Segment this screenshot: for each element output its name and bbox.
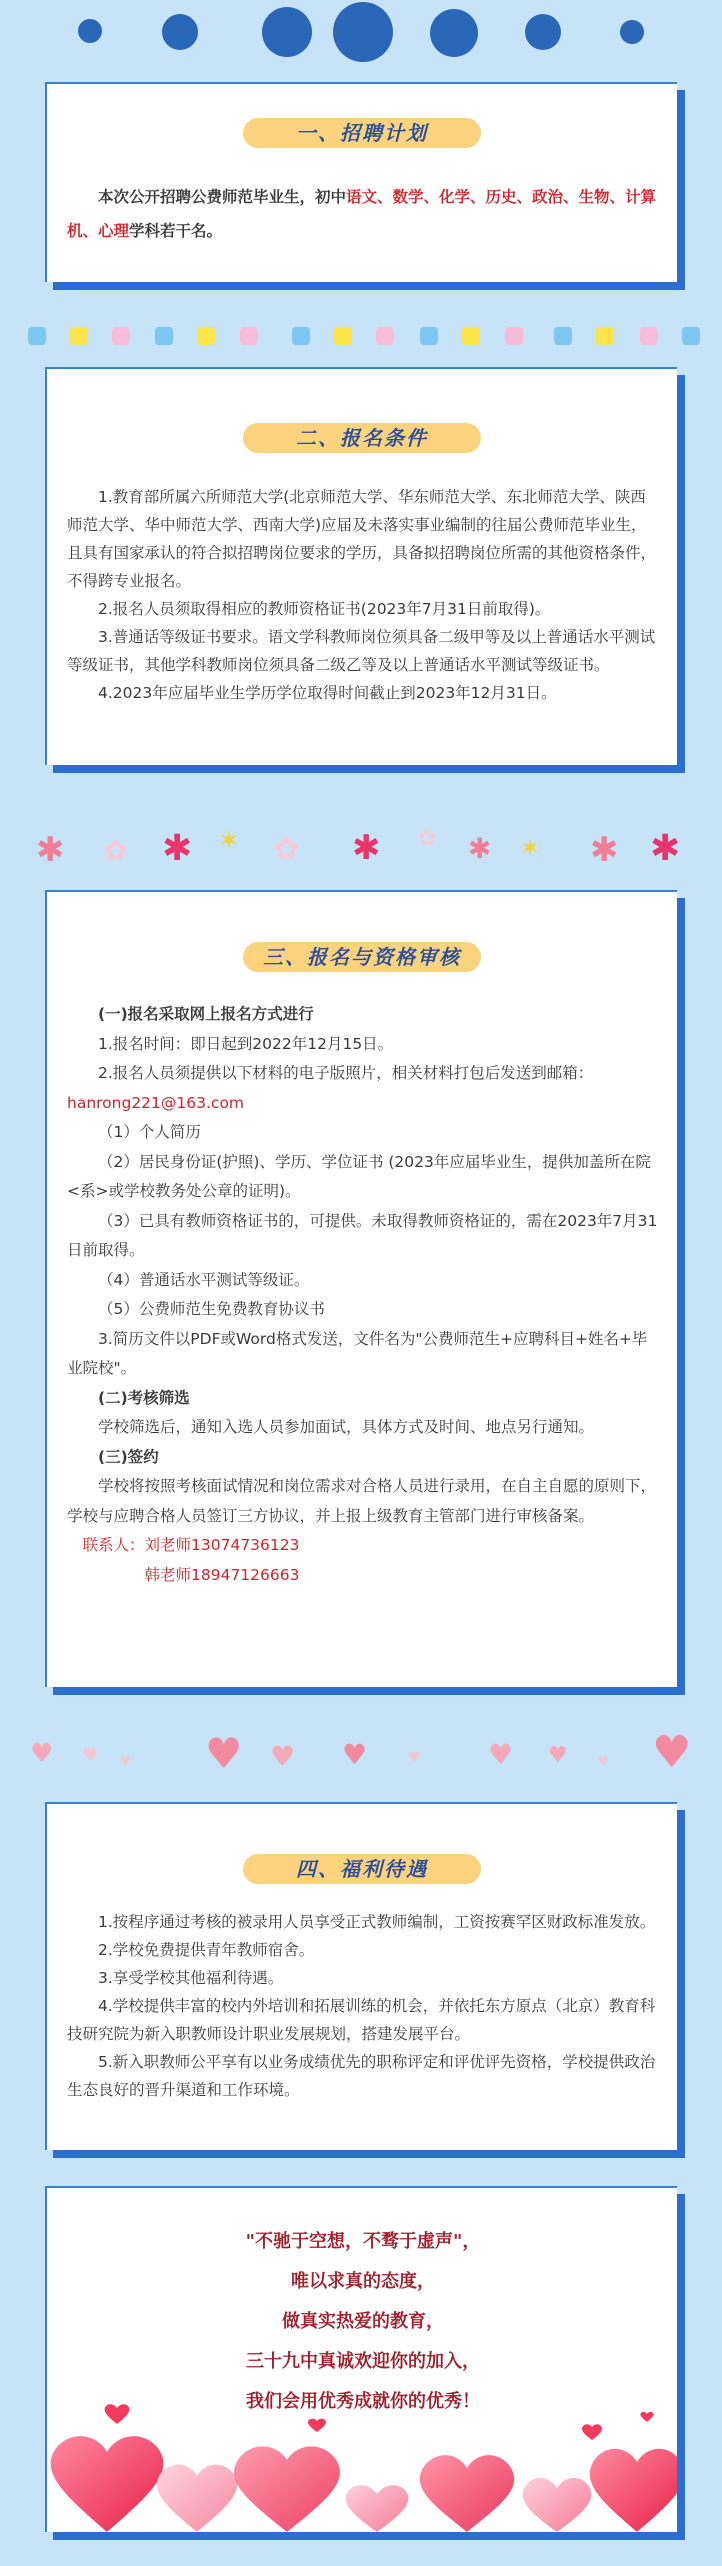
star-icon — [462, 327, 480, 345]
divider-icons — [0, 322, 722, 350]
screening-text: 学校筛选后，通知入选人员参加面试，具体方式及时间、地点另行通知。 — [98, 1418, 595, 1436]
heart-icon: ♥ — [408, 1750, 421, 1766]
flower-icon — [505, 327, 523, 345]
flower-icon: ✿ — [418, 826, 437, 851]
star-icon: ✶ — [218, 826, 240, 856]
closing-line: 唯以求真的态度， — [291, 2271, 435, 2292]
top-decoration — [0, 0, 722, 70]
heart-icon — [640, 2412, 653, 2422]
signing-text: 学校将按照考核面试情况和岗位需求对合格人员进行录用，在自主自愿的原则下，学校与应聘合格人员签订三方协议，并上报上级教育主管部门进行审核备案。 — [67, 1477, 657, 1525]
contact-line — [67, 1561, 659, 1591]
cloud-icon — [682, 327, 700, 345]
cloud-icon — [554, 327, 572, 345]
closing-line: 我们会用优秀成就你的优秀！ — [246, 2391, 480, 2412]
material-item: （2）居民身份证(护照)、学历、学位证书 (2023年应届毕业生，提供加盖所在院<系>或学校教务处公章的证明)。 — [67, 1152, 651, 1200]
recruitment-plan-text: 本次公开招聘公费师范毕业生，初中语文、数学、化学、历史、政治、生物、计算机、心理学科若干名。 — [67, 188, 657, 240]
materials-intro: 2.报名人员须提供以下材料的电子版照片，相关材料打包后发送到邮箱：hanrong221@163.com — [67, 1064, 594, 1112]
material-item: （1）个人简历 — [98, 1123, 201, 1141]
star-icon: ✶ — [520, 834, 541, 862]
eligibility-text — [67, 483, 659, 707]
divider-flowers — [0, 820, 722, 880]
circle-decoration-icon — [430, 9, 478, 57]
heart-icon — [105, 2404, 130, 2424]
flower-icon: ✱ — [352, 828, 381, 868]
hearts-illustration — [47, 2402, 677, 2532]
star-icon — [70, 327, 88, 345]
email-link[interactable]: hanrong221@163.com — [67, 1093, 245, 1112]
cloud-icon — [292, 327, 310, 345]
eligibility-item: 4.2023年应届毕业生学历学位取得时间截止到2023年12月31日。 — [98, 684, 557, 702]
benefit-item: 3.享受学校其他福利待遇。 — [98, 1969, 284, 1987]
divider-hearts — [0, 1725, 722, 1785]
cloud-icon — [155, 327, 173, 345]
section-registration — [45, 890, 677, 1687]
heart-icon — [234, 2446, 340, 2532]
contact-line: 联系人：刘老师13074736123 — [82, 1536, 300, 1554]
flower-icon: ✱ — [650, 828, 681, 869]
heart-icon: ♥ — [342, 1738, 368, 1771]
flower-icon — [376, 327, 394, 345]
subheading: (三)签约 — [98, 1447, 159, 1466]
heart-icon — [51, 2436, 164, 2532]
subjects-list: 语文、数学、化学、历史、政治、生物、计算机、心理 — [67, 188, 657, 240]
eligibility-item: 1.教育部所属六所师范大学(北京师范大学、华东师范大学、东北师范大学、陕西师范大学、华中师范大学、西南大学)应届及未落实事业编制的往届公费师范毕业生，且具有国家承认的符合拟招聘岗位要求的学历，具备拟招聘岗位所需的其他资格条件，不得跨专业报名。 — [67, 488, 657, 590]
section-title: 一、招聘计划 — [243, 118, 481, 148]
material-item: （4）普通话水平测试等级证。 — [98, 1270, 310, 1289]
section-title: 四、福利待遇 — [243, 1854, 481, 1884]
closing-line: 三十九中真诚欢迎你的加入， — [246, 2351, 480, 2372]
circle-decoration-icon — [333, 2, 393, 62]
flower-icon — [640, 327, 658, 345]
heart-icon — [308, 2419, 326, 2432]
section-eligibility — [45, 367, 677, 765]
heart-icon — [590, 2449, 677, 2532]
flower-icon: ✱ — [590, 830, 619, 870]
heart-icon — [157, 2464, 237, 2532]
circle-decoration-icon — [262, 7, 312, 57]
circle-decoration-icon — [620, 20, 644, 44]
heart-icon: ♥ — [270, 1740, 296, 1773]
heart-icon — [420, 2455, 514, 2532]
heart-icon: ♥ — [548, 1743, 568, 1768]
eligibility-item: 3.普通话等级证书要求。语文学科教师岗位须具备二级甲等及以上普通话水平测试等级证书，其他学科教师岗位须具备二级乙等及以上普通话水平测试等级证书。 — [67, 628, 656, 674]
flower-icon: ✱ — [36, 830, 65, 870]
flower-icon: ✿ — [104, 834, 128, 867]
heart-icon: ♥ — [652, 1727, 692, 1778]
flower-icon: ✱ — [162, 828, 193, 869]
star-icon — [596, 327, 614, 345]
benefits-text — [67, 1908, 659, 2104]
star-icon — [334, 327, 352, 345]
contact-phone[interactable]: 刘老师13074736123 — [144, 1536, 300, 1554]
flower-icon — [112, 327, 130, 345]
file-format: 3.简历文件以PDF或Word格式发送，文件名为"公费师范生+应聘科目+姓名+毕业院校"。 — [67, 1329, 648, 1377]
heart-icon — [523, 2478, 592, 2532]
closing-line: 做真实热爱的教育， — [282, 2311, 444, 2332]
cloud-icon — [420, 327, 438, 345]
benefit-item: 2.学校免费提供青年教师宿舍。 — [98, 1941, 315, 1959]
benefit-item: 1.按程序通过考核的被录用人员享受正式教师编制，工资按赛罕区财政标准发放。 — [98, 1913, 656, 1931]
closing-line: "不驰于空想，不骛于虚声"， — [245, 2231, 481, 2252]
cloud-icon — [28, 327, 46, 345]
material-item: （5）公费师范生免费教育协议书 — [98, 1300, 325, 1318]
heart-icon: ♥ — [488, 1738, 514, 1771]
heart-icon: ♥ — [30, 1739, 54, 1769]
eligibility-item: 2.报名人员须取得相应的教师资格证书(2023年7月31日前取得)。 — [98, 600, 551, 618]
benefit-item: 5.新入职教师公平享有以业务成绩优先的职称评定和评优评先资格，学校提供政治生态良好的晋升渠道和工作环境。 — [67, 2053, 656, 2099]
flower-icon: ✱ — [468, 832, 492, 865]
heart-icon: ♥ — [205, 1729, 243, 1778]
heart-icon — [582, 2424, 602, 2440]
flower-icon — [240, 327, 258, 345]
circle-decoration-icon — [78, 19, 102, 43]
section-recruitment-plan — [45, 82, 677, 282]
circle-decoration-icon — [162, 14, 198, 50]
flower-icon: ✿ — [274, 832, 300, 867]
section-benefits — [45, 1802, 677, 2150]
closing-message — [47, 2222, 677, 2422]
contact-phone[interactable]: 韩老师18947126663 — [144, 1565, 300, 1584]
heart-icon: ♥ — [82, 1745, 99, 1766]
section-title: 二、报名条件 — [243, 423, 481, 453]
subheading: (二)考核筛选 — [98, 1388, 190, 1407]
heart-icon: ♥ — [120, 1754, 131, 1768]
benefit-item: 4.学校提供丰富的校内外培训和拓展训练的机会，并依托东方原点（北京）教育科技研究院为新入职教师设计职业发展规划，搭建发展平台。 — [67, 1997, 656, 2043]
material-item: （3）已具有教师资格证书的，可提供。未取得教师资格证的，需在2023年7月31日前取得。 — [67, 1211, 658, 1259]
closing-card — [45, 2186, 677, 2532]
registration-text — [67, 1000, 659, 1590]
section-title: 三、报名与资格审核 — [243, 942, 481, 972]
heart-icon: ♥ — [598, 1754, 609, 1768]
circle-decoration-icon — [525, 14, 561, 50]
subheading: (一)报名采取网上报名方式进行 — [98, 1005, 314, 1023]
heart-icon — [346, 2485, 409, 2532]
star-icon — [197, 327, 215, 345]
registration-time: 1.报名时间：即日起到2022年12月15日。 — [98, 1034, 394, 1053]
